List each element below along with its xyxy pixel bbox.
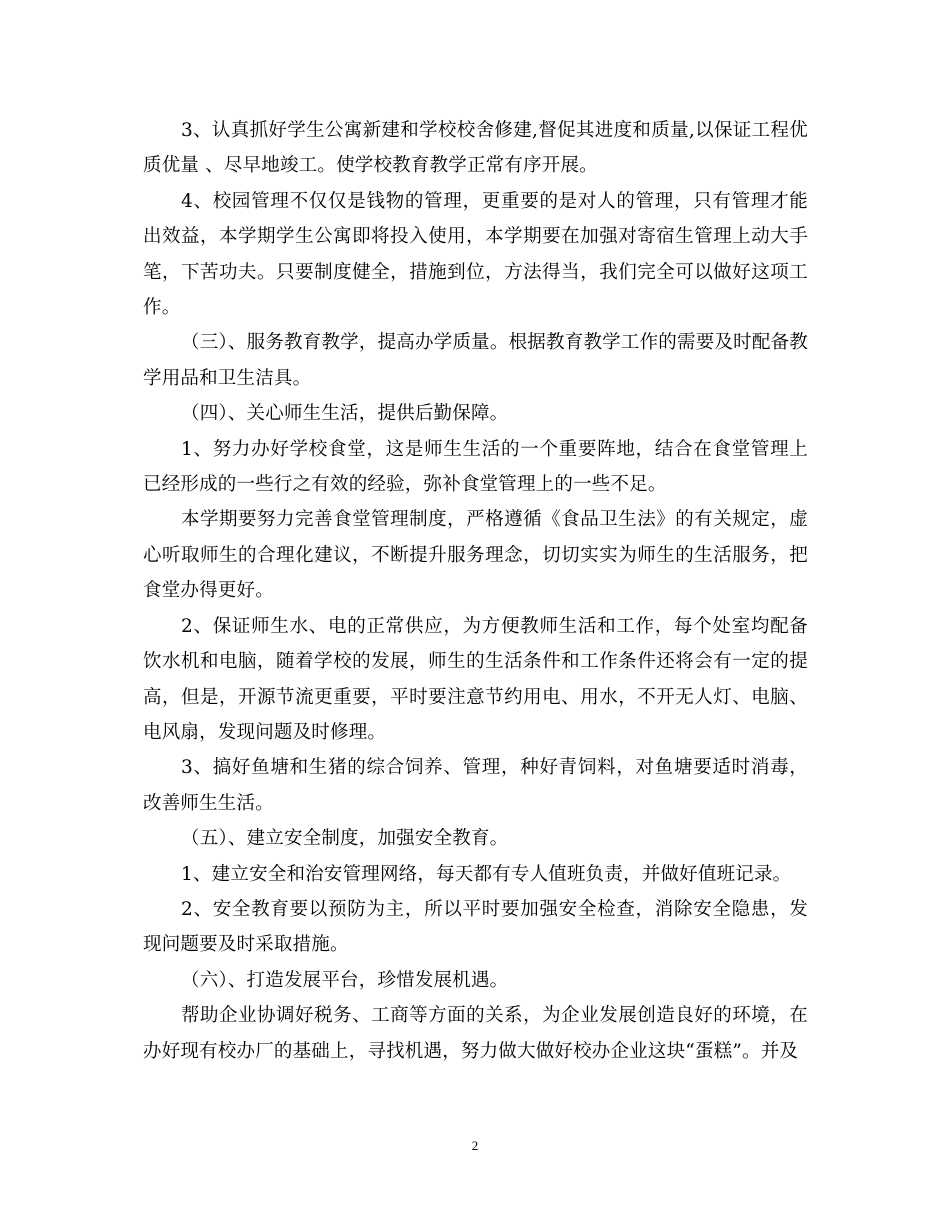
paragraph-enterprise: 帮助企业协调好税务、工商等方面的关系，为企业发展创造良好的环境，在办好现有校办厂的基础上，寻找机遇，努力做大做好校办企业这块“蛋糕”。并及 (143, 1005, 808, 1062)
page-number: 2 (471, 1138, 479, 1153)
paragraph-campus-management: 4、校园管理不仅仅是钱物的管理，更重要的是对人的管理，只有管理才能出效益，本学期学生公寓即将投入使用，本学期要在加强对寄宿生管理上动大手笔，下苦功夫。只要制度健全，措施到位，方法得当，我们完全可以做好这项工作。 (143, 190, 808, 319)
paragraph-security-network: 1、建立安全和治安管理网络，每天都有专人值班负责，并做好值班记录。 (181, 863, 792, 885)
document-body (143, 113, 808, 1069)
paragraph-fish-pond: 3、搞好鱼塘和生猪的综合饲养、管理，种好青饲料，对鱼塘要适时消毒，改善师生生活。 (143, 757, 808, 814)
paragraph-dormitory-construction: 3、认真抓好学生公寓新建和学校校舍修建,督促其进度和质量,以保证工程优质优量 、尽早地竣工。使学校教育教学正常有序开展。 (143, 120, 808, 177)
section-heading-3: （三）、服务教育教学，提高办学质量。根据教育教学工作的需要及时配备教学用品和卫生洁具。 (143, 332, 808, 389)
paragraph-canteen: 1、努力办好学校食堂，这是师生生活的一个重要阵地，结合在食堂管理上已经形成的一些行之有效的经验，弥补食堂管理上的一些不足。 (143, 438, 808, 496)
section-heading-5: （五）、建立安全制度，加强安全教育。 (181, 828, 509, 850)
paragraph-water-electricity: 2、保证师生水、电的正常供应，为方便教师生活和工作，每个处室均配备饮水机和电脑，随着学校的发展，师生的生活条件和工作条件还将会有一定的提高，但是，开源节流更重要，平时要注意节约用电、用水，不开无人灯、电脑、电风扇，发现问题及时修理。 (143, 615, 808, 743)
section-heading-4: （四）、关心师生生活，提供后勤保障。 (181, 403, 509, 425)
paragraph-canteen-rules: 本学期要努力完善食堂管理制度，严格遵循《食品卫生法》的有关规定，虚心听取师生的合理化建议，不断提升服务理念，切切实实为师生的生活服务，把食堂办得更好。 (143, 509, 808, 602)
section-heading-6: （六）、打造发展平台，珍惜发展机遇。 (181, 969, 509, 991)
paragraph-safety-education: 2、安全教育要以预防为主，所以平时要加强安全检查，消除安全隐患，发现问题要及时采取措施。 (143, 898, 808, 956)
